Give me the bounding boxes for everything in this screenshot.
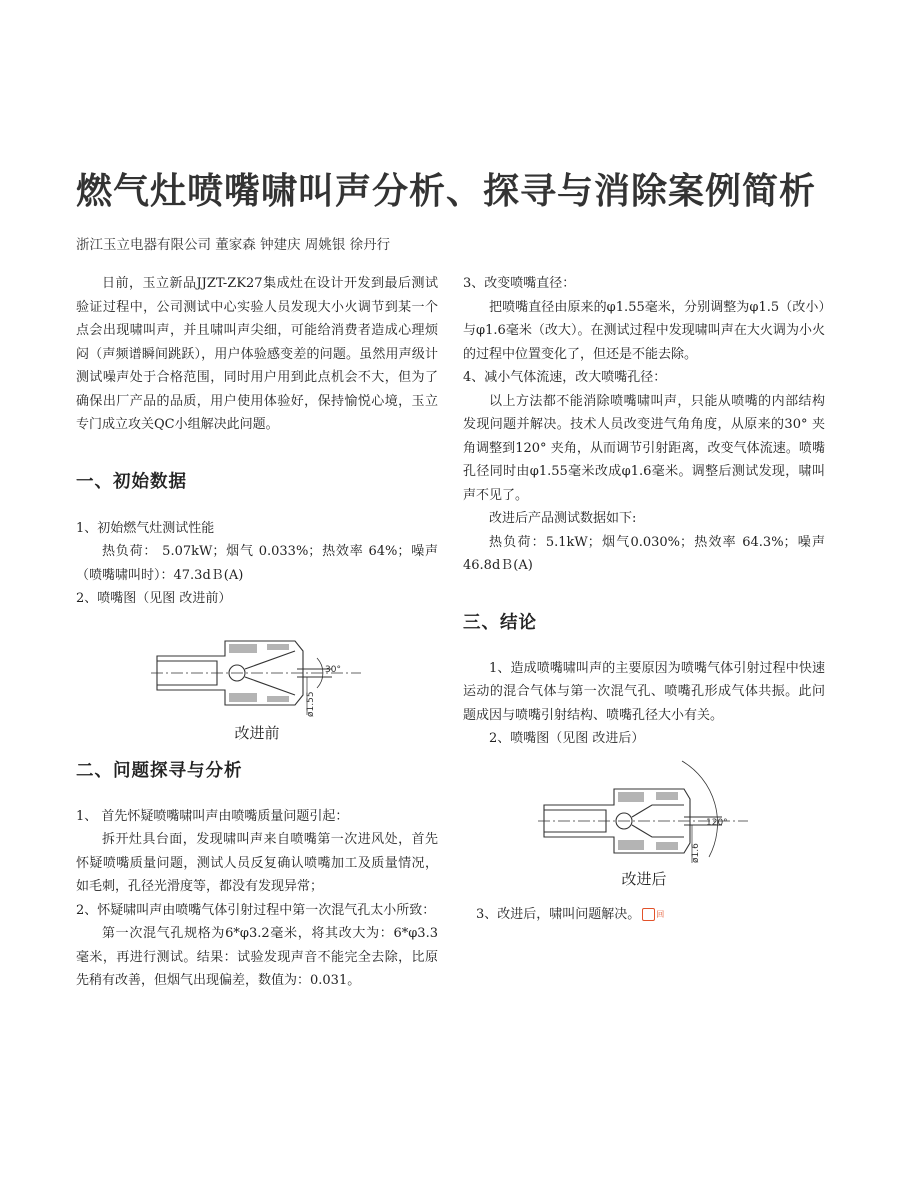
- sec2-item4-text3: 热负荷：5.1kW；烟气0.030%；热效率 64.3%；噪声46.8dＢ(A): [463, 534, 825, 573]
- sec2-item3-text: 把喷嘴直径由原来的φ1.55毫米，分别调整为φ1.5（改小）与φ1.6毫米（改大）。在测试过程中发现啸叫声在大火调为小火的过程中位置变化了，但还是不能去除。: [463, 299, 825, 362]
- sec2-item4: 4、减小气体流速，改大喷嘴孔径：: [463, 370, 667, 385]
- nozzle-figure-after: [463, 759, 825, 889]
- sec2-item1-text: 拆开灶具台面，发现啸叫声来自喷嘴第一次进风处，首先怀疑喷嘴质量问题，测试人员反复确认喷嘴加工及质量情况，如毛刺，孔径光滑度等，都没有发现异常；: [76, 832, 438, 894]
- angle-label-before: 30°: [325, 664, 341, 675]
- sec1-item1: 1、初始燃气灶测试性能: [76, 520, 215, 536]
- sec3-item1: 1、造成喷嘴啸叫声的主要原因为喷嘴气体引射过程中快速运动的混合气体与第一次混气孔、喷嘴孔形成气体共振。此问题成因与喷嘴引射结构、喷嘴孔径大小有关。: [463, 660, 825, 723]
- sec1-item1-text: 热负荷： 5.07kW；烟气 0.033%；热效率 64%；噪声（喷嘴啸叫时）：47.3dＢ(A): [76, 544, 438, 583]
- sec2-item4-text2: 改进后产品测试数据如下:: [489, 511, 637, 526]
- section-1-heading: 一、初始数据: [76, 471, 187, 492]
- nozzle-drawing-before: [147, 633, 367, 723]
- intro-paragraph: 日前，玉立新品JJZT-ZK27集成灶在设计开发到最后测试验证过程中，公司测试中心实验人员发现大小火调节到某一个点会出现啸叫声，并且啸叫声尖细，可能给消费者造成心理烦闷（声频谱瞬间跳跃），用户体验感变差的问题。虽然用声级计测试噪声处于合格范围，同时用户用到此点机会不大，但为了确保出厂产品的品质，用户使用体验好，保持愉悦心境，玉立专门成立攻关QC小组解决此问题。: [76, 276, 438, 432]
- figure-caption-before: 改进前: [234, 723, 280, 742]
- sec2-item2: 2、怀疑啸叫声由喷嘴气体引射过程中第一次混气孔太小所致：: [76, 902, 436, 918]
- sec2-item4-text: 以上方法都不能消除喷嘴啸叫声，只能从喷嘴的内部结构发现问题并解决。技术人员改变进气角角度，从原来的30° 夹角调整到120° 夹角，从而调节引射距离，改变气体流速。喷嘴孔径同时由φ1.55毫米改成φ1.6毫米。调整后测试发现，啸叫声不见了。: [463, 393, 825, 503]
- sec3-item3-line: [463, 903, 825, 927]
- nozzle-drawing-after: [534, 759, 754, 869]
- sec2-item2-text: 第一次混气孔规格为6*φ3.2毫米，将其改大为：6*φ3.3毫米，再进行测试。结果：试验发现声音不能完全去除，比原先稍有改善，但烟气出现偏差，数值为：0.031。: [76, 926, 438, 988]
- authors-line: 浙江玉立电器有限公司 董家森 钟建庆 周姚银 徐丹行: [76, 237, 391, 253]
- diameter-label-before: ø1.55: [306, 690, 316, 717]
- sec1-item2: 2、喷嘴图（见图 改进前）: [76, 591, 232, 606]
- right-column: [463, 272, 825, 926]
- diameter-label-after: ø1.6: [691, 842, 701, 863]
- section-2-heading: 二、问题探寻与分析: [76, 760, 243, 781]
- sec3-item2: 2、喷嘴图（见图 改进后）: [489, 731, 645, 746]
- end-mark-icon: 回: [642, 908, 655, 921]
- section-3-heading: 三、结论: [463, 612, 537, 633]
- angle-label-after: 120°: [706, 817, 728, 828]
- nozzle-figure-before: [76, 633, 438, 743]
- figure-caption-after: 改进后: [621, 869, 667, 888]
- page-title: 燃气灶喷嘴啸叫声分析、探寻与消除案例简析: [76, 171, 817, 212]
- sec3-item3: 3、改进后，啸叫问题解决。: [476, 906, 641, 922]
- left-column: [76, 272, 438, 993]
- sec2-item1: 1、 首先怀疑喷嘴啸叫声由喷嘴质量问题引起：: [76, 808, 349, 824]
- sec2-item3: 3、改变喷嘴直径：: [463, 276, 576, 291]
